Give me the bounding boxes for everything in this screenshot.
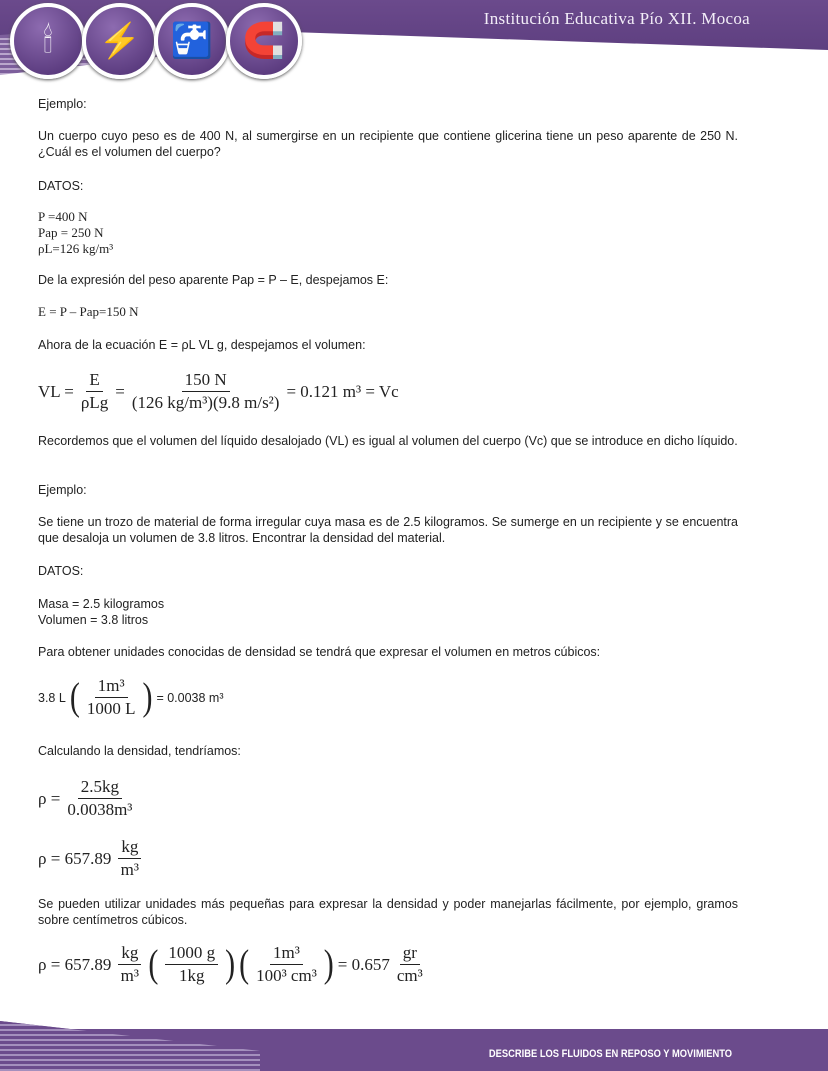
eq-lhs: ρ = 657.89 [38,848,112,868]
fraction [81,370,108,413]
denominator: 0.0038m³ [67,800,133,819]
faucet-icon: 🚰 [154,3,230,79]
footer-text: DESCRIBE LOS FLUIDOS EN REPOSO Y MOVIMIENTO [488,1048,732,1060]
example2-datos: DATOS: [38,564,84,578]
volume-equation [38,370,399,413]
numerator: E [86,370,102,392]
expression-text: De la expresión del peso aparente Pap = P – E, despejamos E: [38,273,389,287]
example1-heading: Ejemplo: [38,97,87,111]
eq-lhs: ρ = 657.89 [38,954,112,974]
data-rho: ρL=126 kg/m³ [38,241,114,256]
denominator: 100³ cm³ [256,966,317,985]
conv-rhs: = 0.0038 m³ [156,690,224,705]
magnet-icon: 🧲 [226,3,302,79]
se-pueden-text: Se pueden utilizar unidades más pequeñas para expresar la densidad y poder manejarlas fácilmente, por ejemplo, gramos sobre centímetros cúbicos. [38,897,738,927]
eq-lhs: ρ = [38,788,61,808]
data-p: P =400 N [38,209,88,224]
density-equation-2 [38,837,144,880]
numerator: 150 N [182,370,230,392]
denominator: m³ [120,860,139,879]
fraction [165,943,218,986]
recordemos-text: Recordemos que el volumen del líquido desalojado (VL) es igual al volumen del cuerpo (Vc) que se introduce en dicho líquido. [38,434,738,448]
fraction [256,943,317,986]
fraction [132,370,280,413]
example2-heading: Ejemplo: [38,483,87,497]
lightning-icon: ⚡ [82,3,158,79]
numerator: kg [118,943,141,965]
data-volumen: Volumen = 3.8 litros [38,613,149,627]
eq-mid: = 0.657 [337,954,390,974]
data-masa: Masa = 2.5 kilogramos [38,597,165,611]
example1-datos: DATOS: [38,179,84,193]
eq-lhs: VL = [38,381,74,401]
density-equation-3: ρ = 657.89 $\frac{kg}{\text{m³}}$ ( $\frac{1000 g}{1kg}$ ) ( $\frac{\text{1m³}}{\text{100³ cm³}}$ ) = 0.657 $\frac{gr}{\text{cm³}}$ [38,942,423,986]
example2-problem: Se tiene un trozo de material de forma irregular cuya masa es de 2.5 kilogramos. Se sumerge en un recipiente y se encuentra que desaloja un volumen de 3.8 litros. Encontrar la densidad del material. [38,515,738,545]
eq-rhs: = 0.121 m³ = Vc [286,381,399,401]
numerator: kg [118,837,141,859]
density-equation-1 [38,777,135,820]
candle-icon: 🕯 [10,3,86,79]
fraction [67,777,132,820]
denominator: ρLg [80,393,109,412]
fraction [397,943,423,986]
calculando-text: Calculando la densidad, tendríamos: [38,744,241,758]
conversion-equation: 3.8 L ( $\frac{\text{1m³}}{1000 L}$ ) = 0.0038 m³ [38,675,224,719]
denominator: m³ [120,966,139,985]
numerator: 1m³ [95,676,128,698]
numerator: 1000 g [165,943,218,965]
denominator: cm³ [396,966,423,985]
fraction [118,943,141,986]
fraction [87,676,136,719]
denominator: (126 kg/m³)(9.8 m/s²) [131,393,280,412]
para-text: Para obtener unidades conocidas de densidad se tendrá que expresar el volumen en metros cúbicos: [38,645,601,659]
example1-problem: Un cuerpo cuyo peso es de 400 N, al sumergirse en un recipiente que contiene glicerina tiene un peso aparente de 250 N. ¿Cuál es el volumen del cuerpo? [38,129,738,159]
e-equation: E = P – Pap=150 N [38,304,139,319]
conv-lhs: 3.8 L [38,690,66,705]
eq-sign: = [115,381,125,401]
numerator: gr [400,943,420,965]
data-pap: Pap = 250 N [38,225,104,240]
header-title: Institución Educativa Pío XII. Mocoa [483,9,750,28]
denominator: 1kg [178,966,205,985]
denominator: 1000 L [86,699,136,718]
numerator: 2.5kg [78,777,122,799]
ahora-text: Ahora de la ecuación E = ρL VL g, despejamos el volumen: [38,338,366,352]
numerator: 1m³ [270,943,303,965]
fraction [118,837,141,880]
